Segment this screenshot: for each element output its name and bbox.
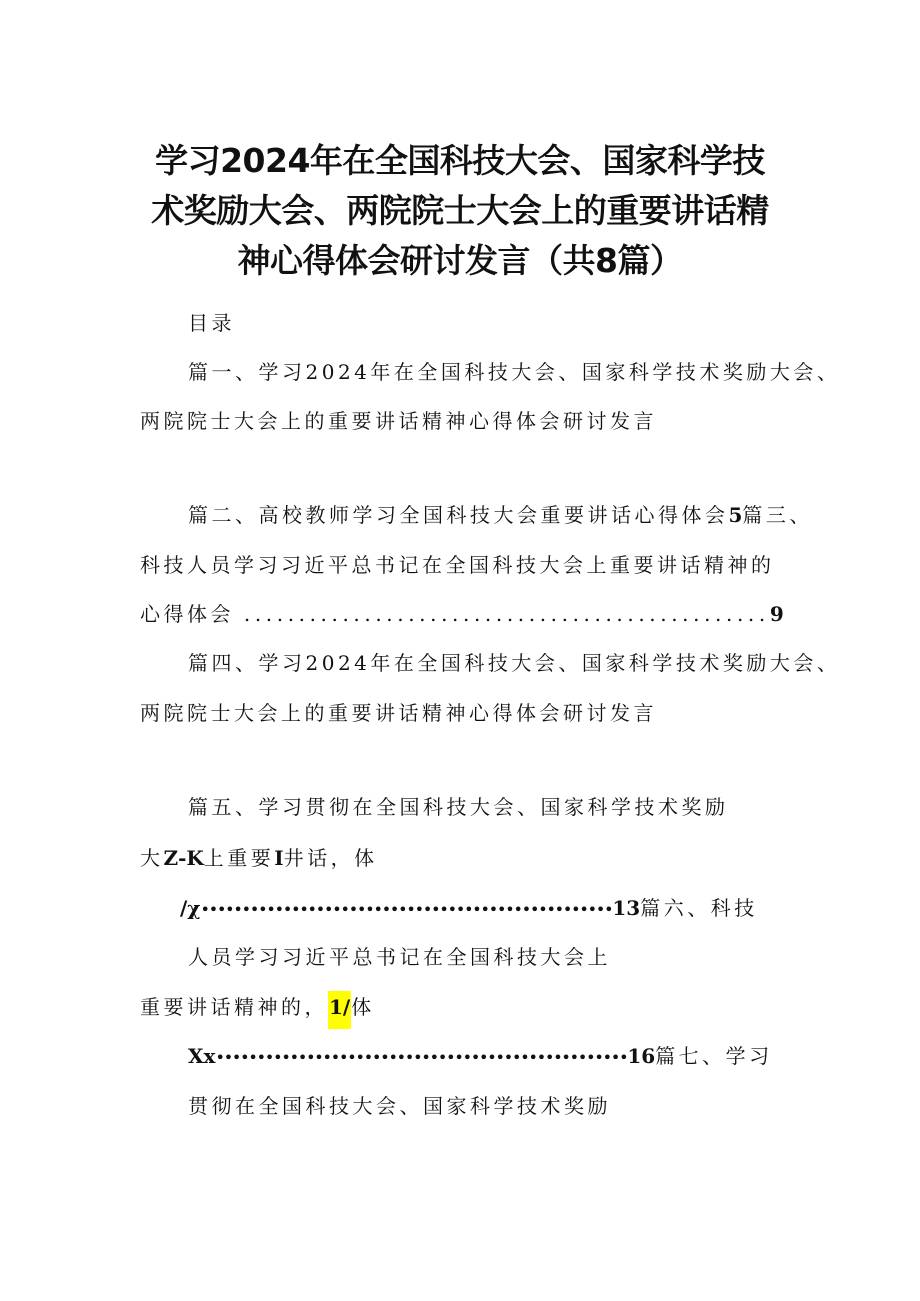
toc-page-number: 5: [728, 503, 743, 527]
doc-title-line-1: 学习2024年在全国科技大会、国家科学技: [155, 141, 765, 180]
toc-leader-bullets: ••••••••••••••••••••••••••••••••••••••••••••••••••: [200, 900, 613, 919]
toc-line: 人员学习习近平总书记在全国科技大会上: [188, 945, 611, 969]
toc-text: 体: [351, 995, 375, 1019]
toc-line: 两院院士大会上的重要讲话精神心得体会研讨发言: [140, 701, 657, 725]
toc-page-number: 9: [769, 602, 784, 626]
toc-line: 科技人员学习习近平总书记在全国科技大会上重要讲话精神的: [140, 553, 775, 577]
toc-ocr-fragment: I: [274, 846, 284, 870]
toc-text: 篇六、科技: [640, 896, 758, 920]
toc-text: 井话，体: [283, 846, 378, 870]
toc-line: 篇一、学习2024年在全国科技大会、国家科学技术奖励大会、: [188, 360, 841, 384]
toc-line: [140, 843, 378, 873]
toc-text: 篇二、高校教师学习全国科技大会重要讲话心得体会: [188, 503, 729, 527]
toc-line: [140, 599, 784, 629]
doc-title-line-2: 术奖励大会、两院院士大会上的重要讲话精: [151, 191, 769, 230]
toc-page-number: 13: [612, 896, 641, 920]
toc-line: 两院院士大会上的重要讲话精神心得体会研讨发言: [140, 409, 657, 433]
toc-line: 篇四、学习2024年在全国科技大会、国家科学技术奖励大会、: [188, 651, 841, 675]
toc-heading: 目录: [188, 311, 235, 335]
toc-line: 篇五、学习贯彻在全国科技大会、国家科学技术奖励: [188, 795, 729, 819]
toc-page-number: 16: [627, 1044, 656, 1068]
toc-text: 上重要: [203, 846, 275, 870]
toc-text: 心得体会: [140, 602, 234, 626]
toc-text: 篇七、学习: [655, 1044, 773, 1068]
toc-line: 贯彻在全国科技大会、国家科学技术奖励: [188, 1094, 611, 1118]
doc-title-line-3: 神心得体会研讨发言（共8篇）: [237, 241, 683, 280]
toc-line: [188, 1041, 773, 1073]
toc-text: 篇三、: [742, 503, 813, 527]
toc-line: [140, 992, 375, 1022]
toc-ocr-fragment: Z-K: [163, 846, 204, 870]
toc-ocr-fragment: /χ: [180, 896, 201, 920]
toc-ocr-fragment: Xx: [188, 1044, 216, 1068]
toc-line: [188, 500, 813, 530]
toc-leader-bullets: ••••••••••••••••••••••••••••••••••••••••••••••••••: [215, 1048, 628, 1067]
toc-text: 重要讲话精神的，: [140, 995, 328, 1019]
highlighted-text: 1/: [328, 991, 351, 1029]
toc-leader-dots: ................................................: [243, 602, 770, 626]
toc-text: 大: [140, 846, 164, 870]
toc-line: [180, 893, 758, 925]
